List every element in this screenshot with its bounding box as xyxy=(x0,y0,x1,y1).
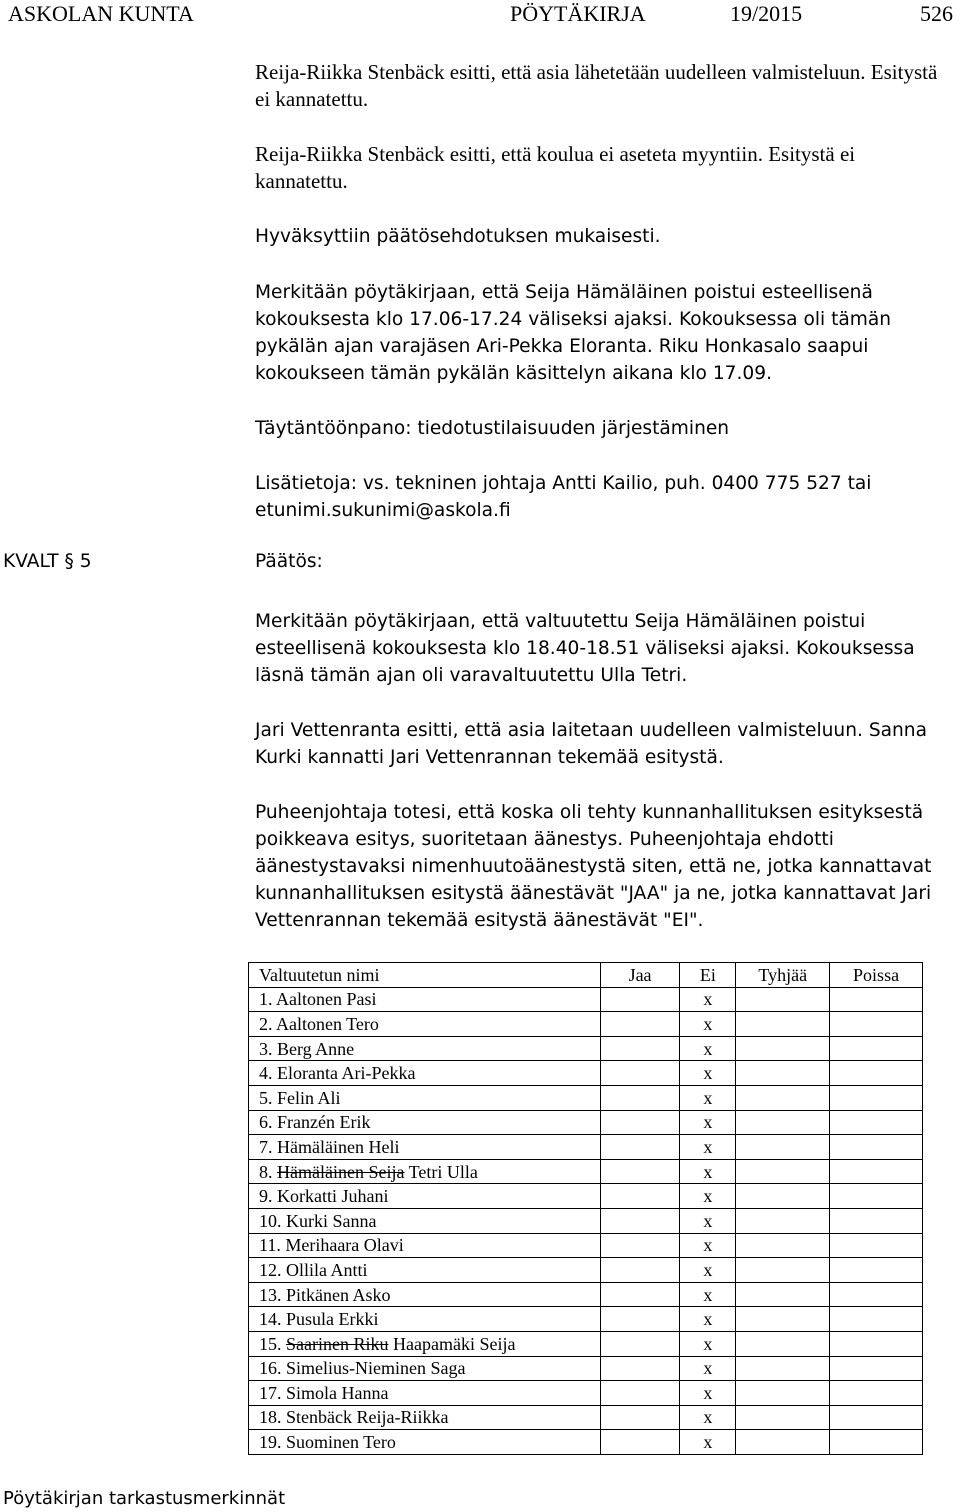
vote-poissa-cell xyxy=(830,1061,923,1086)
member-name-cell xyxy=(249,1159,601,1184)
vote-tyhjaa-cell xyxy=(736,1282,830,1307)
table-row xyxy=(249,1061,923,1086)
member-number: 16. xyxy=(259,1358,282,1379)
member-number: 2. xyxy=(259,1013,273,1034)
vote-tyhjaa-cell xyxy=(736,1061,830,1086)
kvalt-absence-paragraph: Merkitään pöytäkirjaan, että valtuutettu Seija Hämäläinen poistui esteellisenä kokouksesta klo 18.40-18.51 väliseksi ajaksi. Kokouksessa läsnä tämän ajan oli varavaltuutettu Ulla Tetri. xyxy=(255,611,915,686)
vote-tyhjaa-cell xyxy=(736,1135,830,1160)
implementation-paragraph: Täytäntöönpano: tiedotustilaisuuden järjestäminen xyxy=(255,418,730,439)
member-number: 17. xyxy=(259,1382,282,1403)
vote-tyhjaa-cell xyxy=(736,1085,830,1110)
vote-poissa-cell xyxy=(830,1233,923,1258)
approval-paragraph: Hyväksyttiin päätösehdotuksen mukaisesti. xyxy=(255,226,661,247)
vote-poissa-cell xyxy=(830,1184,923,1209)
section-label: KVALT § 5 xyxy=(3,551,92,572)
vote-ei-cell: x xyxy=(680,1405,736,1430)
vote-tyhjaa-cell xyxy=(736,1430,830,1455)
vote-ei-cell: x xyxy=(680,1159,736,1184)
table-row xyxy=(249,1233,923,1258)
vote-poissa-cell xyxy=(830,1430,923,1455)
member-name: Stenbäck Reija-Riikka xyxy=(286,1407,449,1428)
vote-jaa-cell xyxy=(600,1307,680,1332)
vote-ei-cell: x xyxy=(680,1061,736,1086)
vote-jaa-cell xyxy=(600,1110,680,1135)
vote-jaa-cell xyxy=(600,1430,680,1455)
decision-label: Päätös: xyxy=(255,551,323,572)
header-jaa: Jaa xyxy=(600,963,680,988)
member-number: 9. xyxy=(259,1186,273,1207)
table-row xyxy=(249,1110,923,1135)
member-name-cell xyxy=(249,1356,601,1381)
vote-tyhjaa-cell xyxy=(736,1012,830,1037)
contact-info-paragraph: Lisätietoja: vs. tekninen johtaja Antti Kailio, puh. 0400 775 527 tai etunimi.sukunimi@askola.fi xyxy=(255,473,872,521)
vote-jaa-cell xyxy=(600,1159,680,1184)
vote-poissa-cell xyxy=(830,1405,923,1430)
struck-member-name: Hämäläinen Seija xyxy=(277,1161,405,1182)
member-name-cell xyxy=(249,1012,601,1037)
vote-poissa-cell xyxy=(830,987,923,1012)
footer-text: Pöytäkirjan tarkastusmerkinnät xyxy=(3,1488,286,1509)
vote-tyhjaa-cell xyxy=(736,1381,830,1406)
member-name-cell xyxy=(249,1430,601,1455)
table-row xyxy=(249,1159,923,1184)
vote-poissa-cell xyxy=(830,1356,923,1381)
member-number: 1. xyxy=(259,989,273,1010)
vote-jaa-cell xyxy=(600,1405,680,1430)
vote-ei-cell: x xyxy=(680,1430,736,1455)
member-name: Pusula Erkki xyxy=(286,1309,379,1330)
member-name: Aaltonen Pasi xyxy=(276,989,377,1010)
vote-poissa-cell xyxy=(830,1282,923,1307)
page-number: 526 xyxy=(920,1,953,26)
vote-poissa-cell xyxy=(830,1135,923,1160)
member-number: 4. xyxy=(259,1063,273,1084)
vote-jaa-cell xyxy=(600,1331,680,1356)
header-ei: Ei xyxy=(680,963,736,988)
table-row xyxy=(249,1331,923,1356)
table-row xyxy=(249,1430,923,1455)
vote-poissa-cell xyxy=(830,1110,923,1135)
member-name-cell xyxy=(249,1036,601,1061)
vote-poissa-cell xyxy=(830,1208,923,1233)
header-name: Valtuutetun nimi xyxy=(249,963,601,988)
header-poissa: Poissa xyxy=(830,963,923,988)
vote-ei-cell: x xyxy=(680,1036,736,1061)
vote-table-body xyxy=(249,987,923,1454)
member-number: 11. xyxy=(259,1235,281,1256)
vote-jaa-cell xyxy=(600,1012,680,1037)
member-number: 19. xyxy=(259,1432,282,1453)
vote-ei-cell: x xyxy=(680,1381,736,1406)
document-type: PÖYTÄKIRJA xyxy=(510,1,646,26)
table-row xyxy=(249,1012,923,1037)
vote-tyhjaa-cell xyxy=(736,1356,830,1381)
vote-tyhjaa-cell xyxy=(736,987,830,1012)
member-name: Simola Hanna xyxy=(286,1382,389,1403)
vote-ei-cell: x xyxy=(680,1110,736,1135)
member-number: 7. xyxy=(259,1136,273,1157)
vote-ei-cell: x xyxy=(680,987,736,1012)
member-name: Eloranta Ari-Pekka xyxy=(277,1063,416,1084)
member-name-cell xyxy=(249,1085,601,1110)
vote-jaa-cell xyxy=(600,1085,680,1110)
member-name: Kurki Sanna xyxy=(286,1210,377,1231)
member-name-cell xyxy=(249,1381,601,1406)
member-number: 13. xyxy=(259,1284,282,1305)
member-number: 12. xyxy=(259,1259,282,1280)
vote-jaa-cell xyxy=(600,1061,680,1086)
member-name-cell xyxy=(249,1061,601,1086)
vote-jaa-cell xyxy=(600,1184,680,1209)
vote-ei-cell: x xyxy=(680,1012,736,1037)
member-name-cell xyxy=(249,1307,601,1332)
table-row xyxy=(249,1135,923,1160)
vote-jaa-cell xyxy=(600,1282,680,1307)
table-row xyxy=(249,1282,923,1307)
table-row xyxy=(249,1184,923,1209)
vote-ei-cell: x xyxy=(680,1258,736,1283)
vote-tyhjaa-cell xyxy=(736,1233,830,1258)
table-row xyxy=(249,1307,923,1332)
member-name: Pitkänen Asko xyxy=(286,1284,391,1305)
table-row xyxy=(249,1405,923,1430)
member-number: 10. xyxy=(259,1210,282,1231)
vote-jaa-cell xyxy=(600,1381,680,1406)
member-name-cell xyxy=(249,1233,601,1258)
member-name-cell xyxy=(249,1135,601,1160)
vote-ei-cell: x xyxy=(680,1085,736,1110)
vote-ei-cell: x xyxy=(680,1208,736,1233)
vote-jaa-cell xyxy=(600,1208,680,1233)
table-row xyxy=(249,1258,923,1283)
table-row xyxy=(249,987,923,1012)
table-row xyxy=(249,1085,923,1110)
vote-table xyxy=(248,962,923,1455)
member-name-cell xyxy=(249,1331,601,1356)
kvalt-proposal-paragraph: Jari Vettenranta esitti, että asia laitetaan uudelleen valmisteluun. Sanna Kurki kannatti Jari Vettenrannan tekemää esitystä. xyxy=(255,720,927,768)
vote-ei-cell: x xyxy=(680,1282,736,1307)
vote-jaa-cell xyxy=(600,1258,680,1283)
vote-tyhjaa-cell xyxy=(736,1208,830,1233)
member-name: Hämäläinen Heli xyxy=(277,1136,400,1157)
member-name-cell xyxy=(249,1405,601,1430)
vote-ei-cell: x xyxy=(680,1356,736,1381)
member-name: Felin Ali xyxy=(277,1087,341,1108)
vote-tyhjaa-cell xyxy=(736,1405,830,1430)
vote-jaa-cell xyxy=(600,1135,680,1160)
document-number: 19/2015 xyxy=(730,1,803,26)
struck-member-name: Saarinen Riku xyxy=(286,1333,389,1354)
proposal-no-sale-paragraph: Reija-Riikka Stenbäck esitti, että koulua ei aseteta myyntiin. Esitystä ei kannatettu. xyxy=(255,142,856,193)
vote-ei-cell: x xyxy=(680,1184,736,1209)
member-name-cell xyxy=(249,1282,601,1307)
member-name: Aaltonen Tero xyxy=(276,1013,379,1034)
vote-table-header-row xyxy=(249,963,923,988)
vote-jaa-cell xyxy=(600,1036,680,1061)
member-name: Franzén Erik xyxy=(277,1112,371,1133)
member-number: 8. xyxy=(259,1161,273,1182)
table-row xyxy=(249,1036,923,1061)
member-name: Merihaara Olavi xyxy=(285,1235,404,1256)
vote-ei-cell: x xyxy=(680,1331,736,1356)
member-name-cell xyxy=(249,987,601,1012)
vote-tyhjaa-cell xyxy=(736,1307,830,1332)
vote-poissa-cell xyxy=(830,1331,923,1356)
vote-tyhjaa-cell xyxy=(736,1258,830,1283)
member-number: 5. xyxy=(259,1087,273,1108)
member-name: Haapamäki Seija xyxy=(392,1333,516,1354)
member-number: 14. xyxy=(259,1309,282,1330)
vote-tyhjaa-cell xyxy=(736,1159,830,1184)
vote-poissa-cell xyxy=(830,1159,923,1184)
member-name-cell xyxy=(249,1184,601,1209)
member-name: Korkatti Juhani xyxy=(277,1186,389,1207)
member-number: 3. xyxy=(259,1038,273,1059)
absence-note-paragraph: Merkitään pöytäkirjaan, että Seija Hämäläinen poistui esteellisenä kokouksesta klo 17.06-17.24 väliseksi ajaksi. Kokouksessa oli tämän pykälän ajan varajäsen Ari-Pekka Eloranta. Riku Honkasalo saapui kokoukseen tämän pykälän käsittelyn aikana klo 17.09. xyxy=(255,282,892,384)
member-name: Berg Anne xyxy=(277,1038,355,1059)
member-name: Ollila Antti xyxy=(286,1259,368,1280)
vote-tyhjaa-cell xyxy=(736,1184,830,1209)
table-row xyxy=(249,1381,923,1406)
table-row xyxy=(249,1208,923,1233)
member-number: 15. xyxy=(259,1333,282,1354)
member-name-cell xyxy=(249,1110,601,1135)
member-name: Suominen Tero xyxy=(286,1432,396,1453)
kvalt-vote-procedure-paragraph: Puheenjohtaja totesi, että koska oli tehty kunnanhallituksen esityksestä poikkeava esitys, suoritetaan äänestys. Puheenjohtaja ehdotti äänestystavaksi nimenhuutoäänestystä siten, että ne, jotka kannattavat kunnanhallituksen esitystä äänestävät "JAA" ja ne, jotka kannattavat Jari Vettenrannan tekemää esitystä äänestävät "EI". xyxy=(255,802,932,931)
vote-tyhjaa-cell xyxy=(736,1036,830,1061)
member-number: 18. xyxy=(259,1407,282,1428)
vote-jaa-cell xyxy=(600,1356,680,1381)
vote-jaa-cell xyxy=(600,987,680,1012)
vote-ei-cell: x xyxy=(680,1307,736,1332)
vote-poissa-cell xyxy=(830,1258,923,1283)
vote-ei-cell: x xyxy=(680,1233,736,1258)
vote-poissa-cell xyxy=(830,1012,923,1037)
vote-poissa-cell xyxy=(830,1036,923,1061)
page-header xyxy=(8,0,952,28)
member-name: Tetri Ulla xyxy=(408,1161,478,1182)
member-name-cell xyxy=(249,1258,601,1283)
vote-jaa-cell xyxy=(600,1233,680,1258)
member-name-cell xyxy=(249,1208,601,1233)
vote-tyhjaa-cell xyxy=(736,1110,830,1135)
member-name: Simelius-Nieminen Saga xyxy=(286,1358,466,1379)
vote-ei-cell: x xyxy=(680,1135,736,1160)
table-row xyxy=(249,1356,923,1381)
proposal-return-paragraph: Reija-Riikka Stenbäck esitti, että asia lähetetään uudelleen valmisteluun. Esitystä ei kannatettu. xyxy=(255,60,938,111)
vote-tyhjaa-cell xyxy=(736,1331,830,1356)
vote-poissa-cell xyxy=(830,1307,923,1332)
municipality-name: ASKOLAN KUNTA xyxy=(8,1,194,26)
header-tyhjaa: Tyhjää xyxy=(736,963,830,988)
vote-poissa-cell xyxy=(830,1381,923,1406)
member-number: 6. xyxy=(259,1112,273,1133)
vote-poissa-cell xyxy=(830,1085,923,1110)
